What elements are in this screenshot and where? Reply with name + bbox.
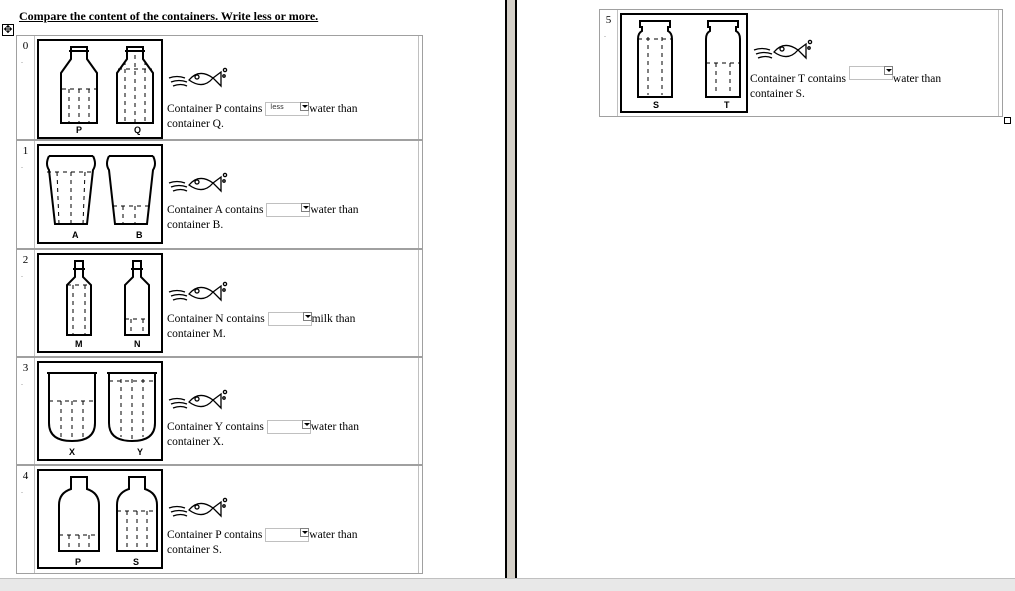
sentence-start: Container P contains	[167, 529, 263, 541]
sentence-end: milk than	[311, 313, 356, 325]
cell-border	[418, 250, 422, 356]
container-label-left: M	[75, 339, 83, 349]
question-number-text: 2	[22, 254, 29, 266]
question-text	[167, 102, 358, 132]
fish-icon	[167, 496, 229, 522]
sentence-line2: container B.	[167, 219, 224, 231]
question-row-0	[16, 35, 423, 140]
question-number-text: 0	[22, 40, 29, 52]
sentence-line2: container X.	[167, 436, 224, 448]
table-move-handle-icon[interactable]: ✥	[3, 23, 13, 36]
question-text	[167, 528, 358, 558]
question-row-1	[16, 140, 423, 249]
question-number-text: 1	[22, 145, 29, 157]
containers-picture	[37, 361, 163, 461]
worksheet-title: Compare the content of the containers. Write less or more.	[19, 9, 319, 23]
sentence-end: water than	[892, 73, 942, 85]
sentence-start: Container P contains	[167, 103, 263, 115]
sentence-end: water than	[310, 204, 359, 216]
container-label-left: P	[76, 125, 83, 135]
cell-border	[998, 10, 1002, 116]
cell-border	[418, 466, 422, 573]
container-label-left: P	[75, 557, 82, 567]
container-label-right: Q	[134, 125, 142, 135]
container-label-right: N	[134, 339, 141, 349]
sentence-end: water than	[309, 529, 358, 541]
jar-icon	[638, 21, 740, 97]
sentence-start: Container N contains	[167, 313, 265, 325]
sentence-start: Container T contains	[750, 73, 847, 85]
dropdown-arrow-icon[interactable]	[303, 312, 312, 321]
container-label-left: X	[69, 447, 76, 457]
dropdown-arrow-icon[interactable]	[300, 528, 309, 537]
containers-picture	[37, 469, 163, 569]
question-row-2	[16, 249, 423, 357]
question-number: 5 .	[600, 10, 618, 116]
answer-dropdown[interactable]	[265, 528, 309, 542]
answer-dropdown[interactable]	[266, 203, 310, 217]
sentence-end: water than	[310, 421, 359, 433]
answer-value: less	[270, 103, 284, 111]
cell-border	[418, 358, 422, 464]
question-text	[167, 312, 355, 342]
question-text	[750, 72, 941, 102]
fish-icon	[167, 388, 229, 414]
question-row-5	[599, 9, 1003, 117]
dropdown-arrow-icon[interactable]	[300, 102, 309, 111]
cell-border	[418, 36, 422, 139]
container-label-right: B	[136, 230, 143, 240]
tub-icon	[47, 373, 157, 441]
answer-dropdown[interactable]	[267, 420, 311, 434]
sentence-line2: container S.	[750, 88, 805, 100]
fish-icon	[167, 66, 229, 92]
container-label-right: S	[133, 557, 140, 567]
question-number: 2 .	[17, 250, 35, 356]
sentence-end: water than	[309, 103, 358, 115]
answer-dropdown[interactable]	[268, 312, 312, 326]
container-label-left: A	[72, 230, 79, 240]
containers-picture	[37, 144, 163, 244]
pot-icon	[47, 156, 155, 224]
question-number: 4 .	[17, 466, 35, 573]
fish-icon	[167, 171, 229, 197]
containers-picture	[37, 253, 163, 353]
question-text	[167, 420, 359, 450]
sentence-line2: container S.	[167, 544, 222, 556]
dropdown-arrow-icon[interactable]	[302, 420, 311, 429]
container-label-right: Y	[137, 447, 144, 457]
question-number-text: 3	[22, 362, 29, 374]
answer-dropdown[interactable]	[849, 66, 893, 80]
sentence-start: Container Y contains	[167, 421, 264, 433]
right-page	[517, 0, 1015, 578]
question-number-text: 4	[22, 470, 29, 482]
bottle-icon	[61, 47, 97, 123]
question-number-text: 5	[605, 14, 612, 26]
sentence-start: Container A contains	[167, 204, 264, 216]
sentence-line2: container M.	[167, 328, 226, 340]
container-label-right: T	[724, 100, 730, 110]
question-number: 1 .	[17, 141, 35, 248]
table-resize-handle[interactable]	[1004, 117, 1011, 124]
question-number: 3 .	[17, 358, 35, 464]
jar-icon	[59, 477, 157, 551]
question-row-4	[16, 465, 423, 574]
dropdown-arrow-icon[interactable]	[884, 66, 893, 75]
horizontal-scrollbar[interactable]	[0, 578, 1015, 591]
answer-dropdown[interactable]	[265, 102, 309, 116]
question-number: 0 .	[17, 36, 35, 139]
containers-picture	[37, 39, 163, 139]
page-gutter	[505, 0, 517, 580]
containers-picture	[620, 13, 748, 113]
question-text	[167, 203, 359, 233]
sentence-line2: container Q.	[167, 118, 224, 130]
dropdown-arrow-icon[interactable]	[301, 203, 310, 212]
left-page	[0, 0, 506, 578]
flask-icon	[67, 261, 149, 335]
question-row-3	[16, 357, 423, 465]
fish-icon	[752, 38, 814, 64]
cell-border	[418, 141, 422, 248]
fish-icon	[167, 280, 229, 306]
container-label-left: S	[653, 100, 660, 110]
